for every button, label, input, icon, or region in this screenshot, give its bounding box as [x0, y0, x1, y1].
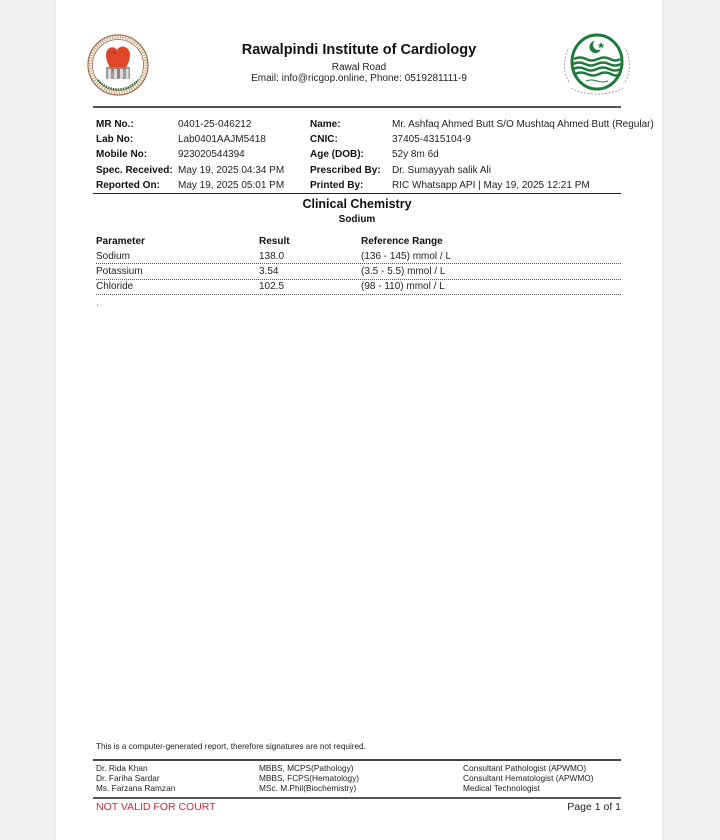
signer-qualification: MBBS, FCPS(Hematology)	[259, 773, 360, 784]
results-table	[96, 233, 621, 295]
section-subtitle: Sodium	[338, 214, 376, 225]
mr-no-label: MR No.:	[96, 119, 134, 130]
reported-on-label: Reported On:	[96, 179, 160, 191]
parameter-cell: Potassium	[96, 266, 143, 278]
footer-divider-bottom	[93, 797, 621, 799]
prescribed-by-label: Prescribed By:	[310, 164, 381, 176]
header-divider	[93, 106, 621, 108]
signer-row	[96, 763, 621, 773]
spec-received-value: May 19, 2025 04:34 PM	[178, 164, 285, 176]
signer-row	[96, 773, 621, 783]
prescribed-by-value: Dr. Sumayyah salik Ali	[392, 164, 491, 176]
signer-name: Ms. Farzana Ramzan	[96, 783, 176, 794]
printed-by-value: RIC Whatsapp API | May 19, 2025 12:21 PM	[392, 179, 590, 191]
info-divider	[93, 193, 621, 194]
signers-list	[96, 763, 621, 794]
patient-name-value: Mr. Ashfaq Ahmed Butt S/O Mushtaq Ahmed Butt (Regular)	[392, 119, 654, 130]
mobile-no-label: Mobile No:	[96, 149, 148, 161]
patient-info-values-left	[178, 117, 284, 193]
report-page	[56, 0, 662, 840]
parameter-cell: Sodium	[96, 250, 130, 262]
results-header-row	[96, 233, 621, 249]
name-label: Name:	[310, 119, 341, 130]
range-cell: (3.5 - 5.5) mmol / L	[361, 266, 446, 278]
page-indicator: Page 1 of 1	[567, 801, 621, 813]
computer-generated-note: This is a computer-generated report, therefore signatures are not required.	[96, 742, 366, 751]
institute-address: Rawal Road	[331, 62, 387, 73]
table-row	[96, 264, 621, 279]
signer-designation: Consultant Pathologist (APWMO)	[463, 763, 587, 774]
result-cell: 102.5	[259, 281, 285, 293]
section-title: Clinical Chemistry	[302, 197, 412, 211]
range-cell: (136 - 145) mmol / L	[361, 250, 452, 262]
range-cell: (98 - 110) mmol / L	[361, 281, 445, 293]
result-cell: 138.0	[259, 250, 285, 262]
table-row	[96, 280, 621, 295]
signer-designation: Medical Technologist	[463, 783, 540, 794]
age-label: Age (DOB):	[310, 149, 364, 161]
institute-name: Rawalpindi Institute of Cardiology	[241, 42, 477, 58]
patient-info-values-right	[392, 117, 654, 193]
result-cell: 3.54	[259, 266, 279, 278]
not-valid-for-court-disclaimer: NOT VALID FOR COURT	[96, 801, 216, 813]
signer-designation: Consultant Hematologist (APWMO)	[463, 773, 594, 784]
header-reference-range: Reference Range	[361, 235, 443, 247]
signer-qualification: MSc. M.Phil(Biochemistry)	[259, 783, 357, 794]
cnic-label: CNIC:	[310, 134, 338, 146]
signer-name: Dr. Fariha Sardar	[96, 773, 160, 784]
patient-info-labels-left	[96, 117, 173, 193]
header-parameter: Parameter	[96, 235, 145, 247]
institute-contact: Email: info@ricgop.online, Phone: 0519281111-9	[251, 73, 467, 84]
spec-received-label: Spec. Received:	[96, 164, 173, 176]
parameter-cell: Chloride	[96, 281, 134, 293]
header-result: Result	[259, 235, 290, 247]
lab-no-value: Lab0401AAJM5418	[178, 134, 266, 146]
stray-mark	[97, 304, 98, 307]
table-row	[96, 249, 621, 264]
lab-no-label: Lab No:	[96, 134, 134, 146]
signer-row	[96, 783, 621, 793]
patient-info-labels-right	[310, 117, 381, 193]
printed-by-label: Printed By:	[310, 179, 364, 191]
mr-no-value: 0401-25-046212	[178, 119, 252, 130]
footer-divider-top	[93, 759, 621, 761]
cnic-value: 37405-4315104-9	[392, 134, 471, 146]
signer-name: Dr. Rida Khan	[96, 763, 148, 774]
reported-on-value: May 19, 2025 05:01 PM	[178, 179, 285, 191]
signer-qualification: MBBS, MCPS(Pathology)	[259, 763, 354, 774]
mobile-no-value: 923020544394	[178, 149, 245, 161]
age-value: 52y 8m 6d	[392, 149, 439, 161]
